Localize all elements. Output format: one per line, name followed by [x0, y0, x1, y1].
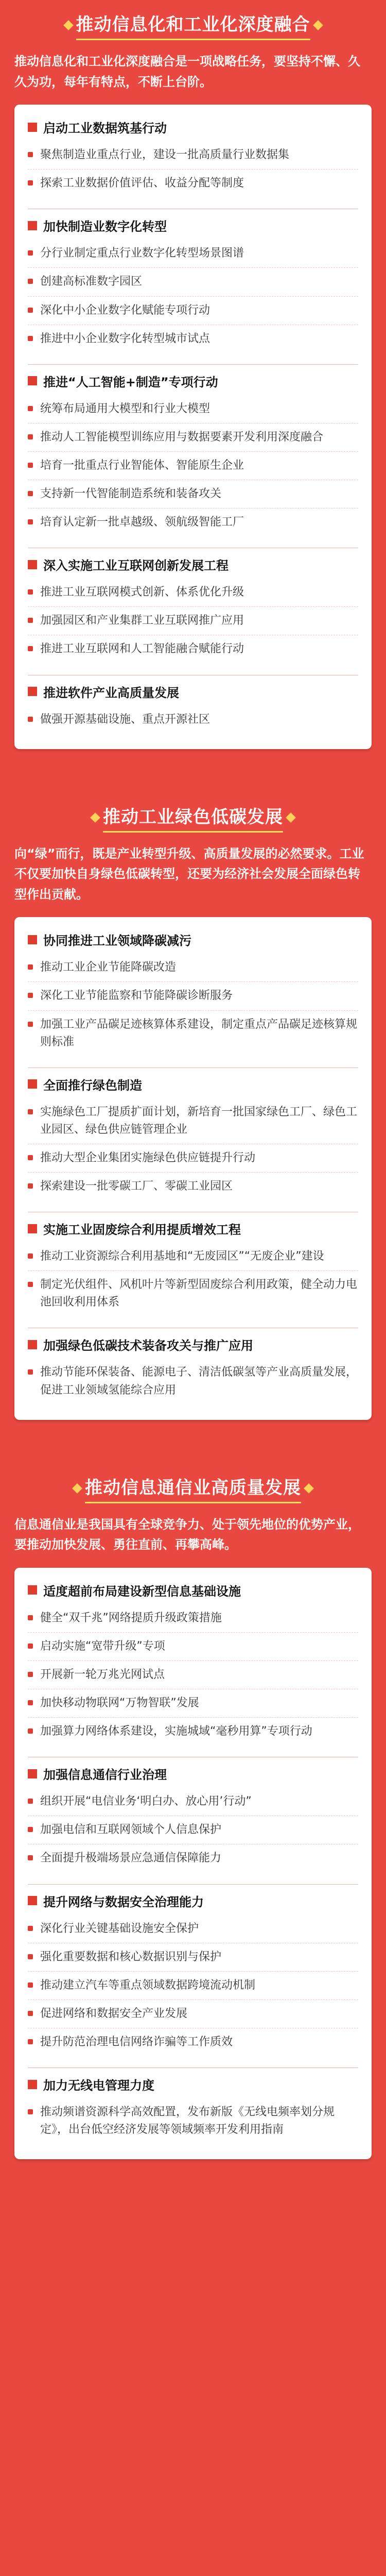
- list-item: 支持新一代智能制造系统和装备攻关: [28, 480, 358, 509]
- bullet-icon: [28, 1954, 33, 1959]
- bullet-icon: [28, 336, 33, 341]
- bullet-icon: [28, 519, 33, 524]
- diamond-icon: [72, 1483, 82, 1494]
- bullet-icon: [28, 1643, 33, 1649]
- bullet-icon: [28, 1926, 33, 1931]
- square-marker-icon: [28, 1340, 37, 1349]
- group-title: 加强信息通信行业治理: [43, 1768, 167, 1783]
- bullet-icon: [28, 152, 33, 157]
- group: [28, 675, 358, 734]
- bullet-icon: [28, 1728, 33, 1734]
- group-title: 实施工业固废综合利用提质增效工程: [43, 1223, 241, 1238]
- bullet-icon: [28, 1700, 33, 1705]
- list-item: 培育一批重点行业智能体、智能原生企业: [28, 452, 358, 480]
- list-item: 深化中小企业数字化赋能专项行动: [28, 297, 358, 325]
- list-item: 创建高标准数字园区: [28, 268, 358, 296]
- diamond-icon: [286, 812, 296, 823]
- content-card: [14, 1568, 372, 2159]
- square-marker-icon: [28, 1769, 37, 1778]
- bullet-icon: [28, 1155, 33, 1160]
- section-title-bar: [14, 0, 372, 46]
- square-marker-icon: [28, 560, 37, 569]
- group: [28, 1884, 358, 2056]
- group: [28, 2067, 358, 2144]
- square-marker-icon: [28, 2080, 37, 2089]
- square-marker-icon: [28, 1896, 37, 1905]
- list-item: 启动实施“宽带升级”专项: [28, 1633, 358, 1661]
- group-title: 协同推进工业领域降碳减污: [43, 934, 191, 948]
- bullet-icon: [28, 308, 33, 313]
- group: [28, 548, 358, 663]
- bullet-icon: [28, 1109, 33, 1114]
- section-title-bar: [14, 792, 372, 839]
- list-item: 健全“双千兆”网络提质升级政策措施: [28, 1604, 358, 1633]
- group: [28, 1757, 358, 1872]
- bullet-icon: [28, 180, 33, 185]
- list-item: 统筹布局通用大模型和行业大模型: [28, 395, 358, 423]
- list-item: 探索建设一批零碳工厂、零碳工业园区: [28, 1173, 358, 1200]
- list-item: 加强工业产品碳足迹核算体系建设，制定重点产品碳足迹核算规则标准: [28, 1011, 358, 1056]
- group: [28, 930, 358, 1056]
- group: [28, 209, 358, 352]
- group: [28, 1212, 358, 1316]
- list-item: 推动人工智能模型训练应用与数据要素开发利用深度融合: [28, 423, 358, 452]
- bullet-icon: [28, 1615, 33, 1620]
- section-ict-development: [0, 1463, 386, 2160]
- list-item: 推动节能环保装备、能源电子、清洁低碳氢等产业高质量发展，促进工业领域氢能综合应用: [28, 1359, 358, 1404]
- list-item: 深化行业关键基础设施安全保护: [28, 1915, 358, 1943]
- list-item: 促进网络和数据安全产业发展: [28, 2000, 358, 2028]
- group-title: 加强绿色低碳技术装备攻关与推广应用: [43, 1338, 253, 1353]
- square-marker-icon: [28, 123, 37, 132]
- square-marker-icon: [28, 221, 37, 230]
- section-title: 推动工业绿色低碳发展: [103, 803, 283, 833]
- list-item: 开展新一轮万兆光网试点: [28, 1661, 358, 1689]
- list-item: 实施绿色工厂提质扩面计划，新培育一批国家绿色工厂、绿色工业园区、绿色供应链管理企业: [28, 1098, 358, 1144]
- diamond-icon: [304, 1483, 314, 1494]
- bullet-icon: [28, 964, 33, 970]
- list-item: 推进工业互联网模式创新、体系优化升级: [28, 579, 358, 607]
- group-title: 全面推行绿色制造: [43, 1078, 142, 1093]
- section-green-development: [0, 792, 386, 1420]
- bullet-icon: [28, 646, 33, 651]
- bullet-icon: [28, 618, 33, 623]
- list-item: 分行业制定重点行业数字化转型场景图谱: [28, 240, 358, 268]
- diamond-icon: [90, 812, 100, 823]
- group: [28, 118, 358, 197]
- list-item: 全面提升极端场景应急通信保障能力: [28, 1844, 358, 1872]
- content-card: [14, 917, 372, 1419]
- section-title: 推动信息化和工业化深度融合: [76, 10, 310, 40]
- bullet-icon: [28, 1799, 33, 1804]
- bullet-icon: [28, 250, 33, 256]
- group-title: 适度超前布局建设新型信息基础设施: [43, 1584, 241, 1599]
- list-item: 培育认定新一批卓越级、领航级智能工厂: [28, 509, 358, 536]
- group-title: 深入实施工业互联网创新发展工程: [43, 558, 229, 573]
- section-intro: 信息通信业是我国具有全球竞争力、处于领先地位的优势产业，要推动加快发展、勇往直前、再攀高峰。: [14, 1517, 360, 1552]
- bullet-icon: [28, 993, 33, 998]
- list-item: 提升防范治理电信网络诈骗等工作质效: [28, 2028, 358, 2056]
- group-title: 推进软件产业高质量发展: [43, 685, 179, 700]
- list-item: 聚焦制造业重点行业，建设一批高质量行业数据集: [28, 141, 358, 170]
- bullet-icon: [28, 406, 33, 411]
- square-marker-icon: [28, 1079, 37, 1089]
- square-marker-icon: [28, 935, 37, 944]
- group: [28, 364, 358, 536]
- bullet-icon: [28, 434, 33, 439]
- bullet-icon: [28, 1253, 33, 1259]
- section-spacer: [0, 1443, 386, 1463]
- square-marker-icon: [28, 1585, 37, 1595]
- bullet-icon: [28, 463, 33, 468]
- group-title: 加快制造业数字化转型: [43, 219, 167, 234]
- bullet-icon: [28, 1855, 33, 1860]
- diamond-icon: [63, 20, 74, 30]
- list-item: 加强园区和产业集群工业互联网推广应用: [28, 607, 358, 635]
- list-item: 推动大型企业集团实施绿色供应链提升行动: [28, 1144, 358, 1173]
- bullet-icon: [28, 1183, 33, 1189]
- bullet-icon: [28, 589, 33, 595]
- section-title-bar: [14, 1463, 372, 1510]
- list-item: 推动频谱资源科学高效配置，发布新版《无线电频率划分规定》，出台低空经济发展等领域频率开发利用指南: [28, 2098, 358, 2144]
- bullet-icon: [28, 279, 33, 284]
- bullet-icon: [28, 1022, 33, 1027]
- diamond-icon: [313, 20, 323, 30]
- square-marker-icon: [28, 687, 37, 696]
- list-item: 推动建立汽车等重点领域数据跨境流动机制: [28, 1972, 358, 2000]
- content-card: [14, 105, 372, 749]
- bullet-icon: [28, 1827, 33, 1832]
- list-item: 强化重要数据和核心数据识别与保护: [28, 1943, 358, 1972]
- group: [28, 1328, 358, 1404]
- square-marker-icon: [28, 376, 37, 385]
- bullet-icon: [28, 491, 33, 496]
- square-marker-icon: [28, 1224, 37, 1233]
- bullet-icon: [28, 1369, 33, 1375]
- list-item: 制定光伏组件、风机叶片等新型固废综合利用政策，健全动力电池回收利用体系: [28, 1271, 358, 1316]
- group: [28, 1581, 358, 1745]
- bullet-icon: [28, 1982, 33, 1988]
- list-item: 推进工业互联网和人工智能融合赋能行动: [28, 635, 358, 663]
- list-item: 组织开展“电信业务‘明白办、放心用’行动”: [28, 1788, 358, 1816]
- group-title: 启动工业数据筑基行动: [43, 121, 167, 136]
- group-title: 提升网络与数据安全治理能力: [43, 1894, 204, 1909]
- bullet-icon: [28, 2011, 33, 2016]
- section-intro: 推动信息化和工业化深度融合是一项战略任务，要坚持不懈、久久为功，每年有特点，不断上台阶。: [14, 54, 360, 89]
- bullet-icon: [28, 1672, 33, 1677]
- list-item: 推进中小企业数字化转型城市试点: [28, 325, 358, 353]
- list-item: 深化工业节能监察和节能降碳诊断服务: [28, 982, 358, 1010]
- list-item: 推动工业资源综合利用基地和“无废园区”“无废企业”建设: [28, 1243, 358, 1271]
- list-item: 探索工业数据价值评估、收益分配等制度: [28, 170, 358, 197]
- list-item: 加快移动物联网“万物智联”发展: [28, 1689, 358, 1718]
- section-intro: 向“绿”而行，既是产业转型升级、高质量发展的必然要求。工业不仅要加快自身绿色低碳转型，还要为经济社会发展全面绿色转型作出贡献。: [14, 846, 364, 902]
- list-item: 加强算力网络体系建设，实施城域“毫秒用算”专项行动: [28, 1718, 358, 1745]
- bullet-icon: [28, 2039, 33, 2044]
- bullet-icon: [28, 717, 33, 722]
- list-item: 加强电信和互联网领域个人信息保护: [28, 1816, 358, 1844]
- group: [28, 1067, 358, 1200]
- group-title: 推进“人工智能+制造”专项行动: [43, 375, 218, 389]
- list-item: 推动工业企业节能降碳改造: [28, 954, 358, 982]
- section-title: 推动信息通信业高质量发展: [85, 1473, 301, 1503]
- bullet-icon: [28, 1282, 33, 1287]
- bullet-icon: [28, 2109, 33, 2114]
- group-title: 加力无线电管理力度: [43, 2078, 154, 2093]
- list-item: 做强开源基础设施、重点开源社区: [28, 706, 358, 734]
- section-informatization: [0, 0, 386, 749]
- section-spacer: [0, 772, 386, 792]
